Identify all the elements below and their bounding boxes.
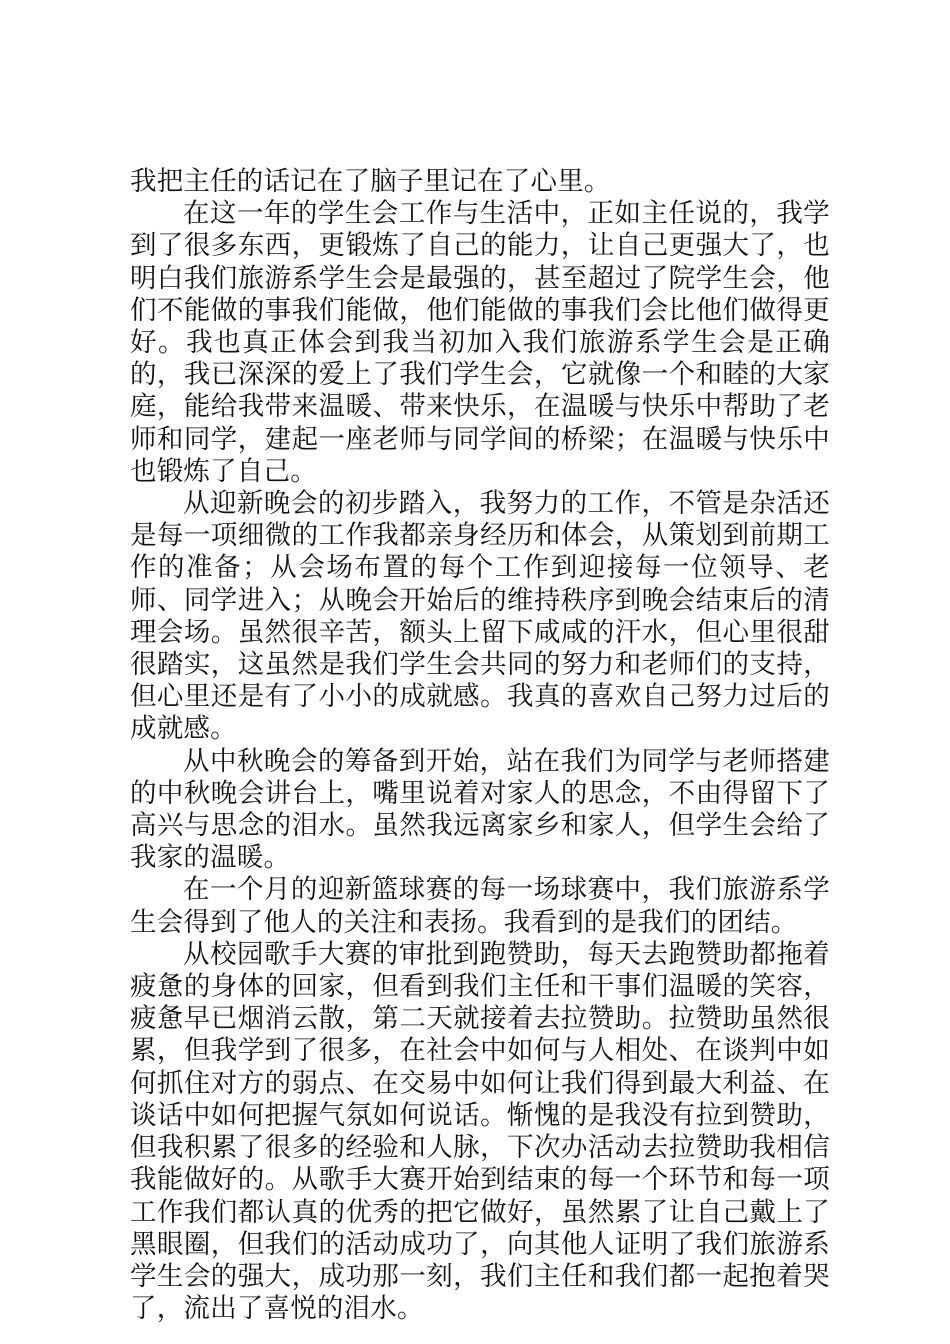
paragraph-year-summary: 在这一年的学生会工作与生活中，正如主任说的，我学到了很多东西，更锻炼了自己的能力，让自己更强大了，也明白我们旅游系学生会是最强的，甚至超过了院学生会，他们不能做的事我们能做，他们能做的事我们会比他们做得更好。我也真正体会到我当初加入我们旅游系学生会是正确的，我已深深的爱上了我们学生会，它就像一个和睦的大家庭，能给我带来温暖、带来快乐，在温暖与快乐中帮助了老师和同学，建起一座老师与同学间的桥梁；在温暖与快乐中也锻炼了自己。 xyxy=(130,198,830,487)
paragraph-welcome-party: 从迎新晚会的初步踏入，我努力的工作，不管是杂活还是每一项细微的工作我都亲身经历和体会，从策划到前期工作的准备；从会场布置的每个工作到迎接每一位领导、老师、同学进入；从晚会开始后的维持秩序到晚会结束后的清理会场。虽然很辛苦，额头上留下咸咸的汗水，但心里很甜很踏实，这虽然是我们学生会共同的努力和老师们的支持，但心里还是有了小小的成就感。我真的喜欢自己努力过后的成就感。 xyxy=(130,488,830,745)
paragraph-mid-autumn-party: 从中秋晚会的筹备到开始，站在我们为同学与老师搭建的中秋晚会讲台上，嘴里说着对家人的思念，不由得留下了高兴与思念的泪水。虽然我远离家乡和家人，但学生会给了我家的温暖。 xyxy=(130,745,830,874)
document-body xyxy=(130,166,830,1325)
paragraph-intro: 我把主任的话记在了脑子里记在了心里。 xyxy=(130,166,611,197)
paragraph-singer-contest: 从校园歌手大赛的审批到跑赞助，每天去跑赞助都拖着疲惫的身体的回家，但看到我们主任和干事们温暖的笑容，疲惫早已烟消云散，第二天就接着去拉赞助。拉赞助虽然很累，但我学到了很多，在社会中如何与人相处、在谈判中如何抓住对方的弱点、在交易中如何让我们得到最大利益、在谈话中如何把握气氛如何说话。惭愧的是我没有拉到赞助，但我积累了很多的经验和人脉，下次办活动去拉赞助我相信我能做好的。从歌手大赛开始到结束的每一个环节和每一项工作我们都认真的优秀的把它做好，虽然累了让自己戴上了黑眼圈，但我们的活动成功了，向其他人证明了我们旅游系学生会的强大，成功那一刻，我们主任和我们都一起抱着哭了，流出了喜悦的泪水。 xyxy=(130,938,830,1325)
paragraph-basketball: 在一个月的迎新篮球赛的每一场球赛中，我们旅游系学生会得到了他人的关注和表扬。我看到的是我们的团结。 xyxy=(130,874,830,938)
